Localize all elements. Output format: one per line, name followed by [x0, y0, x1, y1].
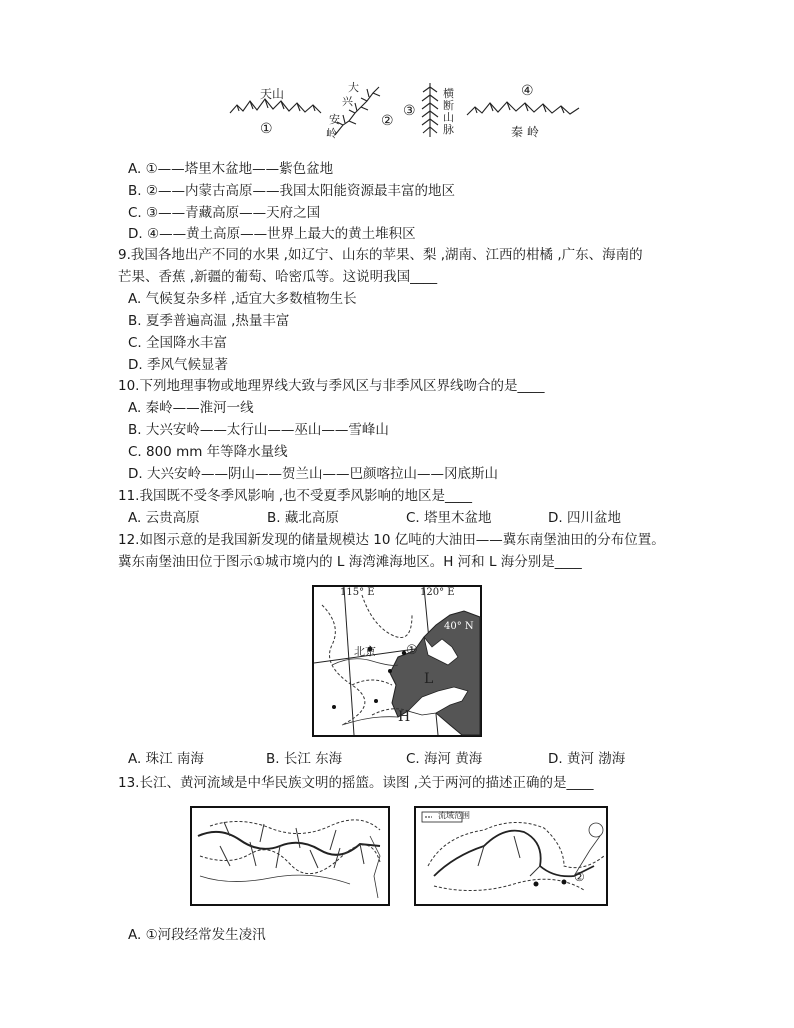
q12-option-b[interactable]: B. 长江 东海 — [266, 751, 343, 767]
label-circle-3: ③ — [403, 103, 416, 119]
q9-stem-line2: 芒果、香蕉 ,新疆的葡萄、哈密瓜等。这说明我国____ — [118, 269, 438, 285]
q8-option-b[interactable]: B. ②——内蒙古高原——我国太阳能资源最丰富的地区 — [128, 183, 455, 199]
label-daxing-2: 兴 — [342, 95, 353, 108]
q12-stem-line2: 冀东南堡油田位于图示①城市境内的 L 海湾滩海地区。H 河和 L 海分别是____ — [118, 554, 582, 570]
q9-option-a[interactable]: A. 气候复杂多样 ,适宜大多数植物生长 — [128, 291, 357, 307]
q13-yangtze-map — [190, 806, 390, 906]
map-label-H: H — [398, 709, 411, 725]
q9-option-d[interactable]: D. 季风气候显著 — [128, 357, 228, 373]
label-qinling: 秦 岭 — [511, 125, 539, 139]
map-label-L: L — [424, 671, 434, 687]
q13-yangtze-drawing — [190, 806, 390, 906]
q12-option-a[interactable]: A. 珠江 南海 — [128, 751, 204, 767]
label-daxing-1: 大 — [348, 81, 359, 94]
map-label-lon115: 115° E — [340, 587, 375, 598]
mountains-figure — [225, 75, 585, 145]
q11-option-a[interactable]: A. 云贵高原 — [128, 510, 200, 526]
q12-stem-line1: 12.如图示意的是我国新发现的储量规模达 10 亿吨的大油田——冀东南堡油田的分布位置。 — [118, 532, 665, 548]
q9-option-b[interactable]: B. 夏季普遍高温 ,热量丰富 — [128, 313, 290, 329]
q11-option-b[interactable]: B. 藏北高原 — [267, 510, 339, 526]
q11-option-d[interactable]: D. 四川盆地 — [548, 510, 621, 526]
map-label-lat40: 40° N — [444, 621, 474, 632]
q10-option-a[interactable]: A. 秦岭——淮河一线 — [128, 400, 254, 416]
q10-stem: 10.下列地理事物或地理界线大致与季风区与非季风区界线吻合的是____ — [118, 378, 545, 394]
label-daxing-3: 安 — [329, 113, 340, 126]
q13-right-marker: ② — [574, 870, 585, 884]
q8-option-a[interactable]: A. ①——塔里木盆地——紫色盆地 — [128, 161, 334, 177]
q13-yellow-river-map — [414, 806, 608, 906]
q9-stem-line1: 9.我国各地出产不同的水果 ,如辽宁、山东的苹果、梨 ,湖南、江西的柑橘 ,广东、海南的 — [118, 247, 643, 263]
q13-right-legend-text: 流域范围 — [438, 811, 470, 820]
label-circle-1: ① — [260, 121, 273, 137]
label-hengduan-4: 脉 — [443, 123, 454, 136]
q10-option-c[interactable]: C. 800 mm 年等降水量线 — [128, 444, 288, 460]
label-hengduan-3: 山 — [443, 111, 454, 124]
q12-map-drawing — [312, 585, 482, 737]
q12-option-d[interactable]: D. 黄河 渤海 — [548, 751, 626, 767]
label-circle-4: ④ — [521, 83, 534, 99]
map-label-circle1: ① — [406, 643, 418, 658]
label-circle-2: ② — [381, 113, 394, 129]
q11-stem: 11.我国既不受冬季风影响 ,也不受夏季风影响的地区是____ — [118, 488, 473, 504]
q8-option-d[interactable]: D. ④——黄土高原——世界上最大的黄土堆积区 — [128, 226, 416, 242]
label-hengduan-2: 断 — [443, 99, 454, 112]
q12-option-c[interactable]: C. 海河 黄海 — [406, 751, 483, 767]
label-tianshan: 天山 — [260, 87, 285, 101]
label-hengduan-1: 横 — [443, 87, 454, 100]
q8-option-c[interactable]: C. ③——青藏高原——天府之国 — [128, 205, 321, 221]
map-label-beijing: 北京 — [354, 645, 376, 658]
q11-option-c[interactable]: C. 塔里木盆地 — [406, 510, 492, 526]
q13-option-a[interactable]: A. ①河段经常发生凌汛 — [128, 927, 266, 943]
q13-stem: 13.长江、黄河流域是中华民族文明的摇篮。读图 ,关于两河的描述正确的是____ — [118, 775, 594, 791]
map-label-lon120: 120° E — [420, 587, 455, 598]
q10-option-b[interactable]: B. 大兴安岭——太行山——巫山——雪峰山 — [128, 422, 389, 438]
q12-map — [312, 585, 482, 737]
q10-option-d[interactable]: D. 大兴安岭——阴山——贺兰山——巴颜喀拉山——冈底斯山 — [128, 466, 498, 482]
q9-option-c[interactable]: C. 全国降水丰富 — [128, 335, 228, 351]
label-daxing-4: 岭 — [326, 127, 337, 140]
